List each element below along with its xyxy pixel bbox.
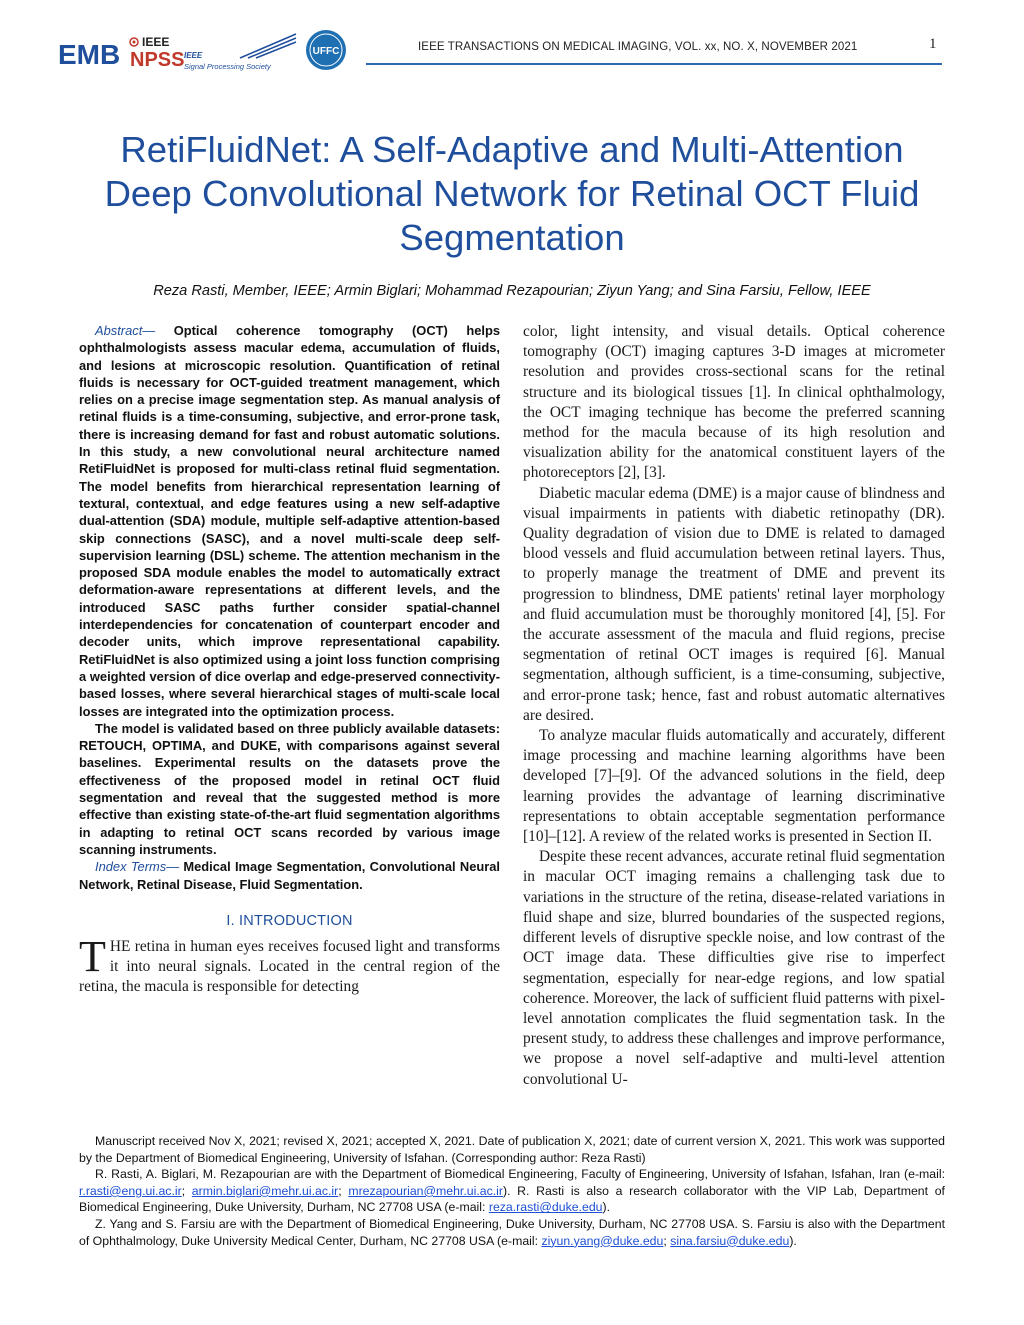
paper-title: RetiFluidNet: A Self-Adaptive and Multi-Attention Deep Convolutional Network for Retinal OCT Fluid Segmentation bbox=[104, 129, 920, 258]
intro-paragraph-2: Diabetic macular edema (DME) is a major cause of blindness and visual impairments in patients with diabetic retinopathy (DR). Quality degradation of vision due to DME is related to damaged blood vessels and fluid accumulation between retinal layers. Thus, to properly manage the treatment of DME and prevent its progression to blindness, DME patients' retinal layer morphology and fluid accumulation must be thoroughly monitored [4], [5]. For the accurate assessment of the macula and fluid regions, precise segmentation of retinal OCT images is required [6]. Manual segmentation, although sufficient, is a time-consuming, subjective, and error-prone task; hence, fast and robust automatic alternatives are desired. bbox=[523, 484, 945, 724]
footnote-text: ). bbox=[789, 1233, 797, 1248]
footnote-separator: ; bbox=[663, 1233, 671, 1248]
index-terms bbox=[79, 858, 500, 893]
ieee-sps-logo bbox=[184, 34, 296, 71]
footnote-text: R. Rasti, A. Biglari, M. Rezapourian are with the Department of Biomedical Engineering, Faculty of Engineering, University of Isfahan, Isfahan, Iran (e-mail: bbox=[95, 1167, 945, 1182]
intro-paragraph-1-start: HE retina in human eyes receives focused light and transforms it into neural signals. Located in the central region of the retina, the macula is responsible for detecting bbox=[79, 937, 500, 996]
footnote-affiliation-duke bbox=[79, 1216, 945, 1249]
header-rule bbox=[366, 63, 942, 65]
ieee-sps-small: IEEE bbox=[184, 51, 203, 60]
email-link-farsiu[interactable]: sina.farsiu@duke.edu bbox=[670, 1233, 790, 1248]
index-terms-dash: — bbox=[166, 859, 184, 875]
emb-logo bbox=[58, 39, 120, 70]
footnote-text: ). R. Rasti is also a research collaborator with the VIP Lab, Department of Biomedical Engineering, Duke University, Durham, NC 27708 USA (e-mail: bbox=[79, 1183, 945, 1215]
society-logos bbox=[58, 28, 348, 74]
footnote-separator: ; bbox=[181, 1183, 192, 1198]
abstract-dash: — bbox=[142, 323, 174, 338]
intro-paragraph-1-continued: color, light intensity, and visual details. Optical coherence tomography (OCT) imaging captures 3-D images at micrometer resolution and provides cross-sectional scans for the retinal structure and its biological tissues [1]. In clinical ophthalmology, the OCT imaging technique has become the preferred scanning method for the macula because of its high resolution and visualization ability for the anatomical constituent layers of the photoreceptors [2], [3]. bbox=[523, 323, 945, 482]
footnote-separator: ; bbox=[338, 1183, 349, 1198]
index-terms-label: Index Terms bbox=[95, 859, 167, 875]
abstract-text-1: Optical coherence tomography (OCT) helps ophthalmologists assess macular edema, accumulation of fluids, and lesions at microscopic resolution. Quantification of retinal fluids is necessary for OCT-guided treatment management, which relies on a precise image segmentation step. As manual analysis of retinal fluids is a time-consuming, subjective, and error-prone task, there is increasing demand for fast and robust automatic solutions. In this study, a new convolutional neural architecture named RetiFluidNet is proposed for multi-class retinal fluid segmentation. The model benefits from hierarchical representation learning of textural, contextual, and edge features using a new self-adaptive dual-attention (SDA) module, multiple self-adaptive attention-based skip connections (SASC), and a novel multi-scale deep self-supervision learning (DSL) scheme. The attention mechanism in the proposed SDA module enables the model to automatically extract deformation-aware representations at different levels, and the introduced SASC paths further consider spatial-channel interdependencies for concatenation of counterpart encoder and decoder units, which improve representational capability. RetiFluidNet is also optimized using a joint loss function comprising a weighted version of dice overlap and edge-preserved connectivity-based losses, where several hierarchical stages of multi-scale local losses are integrated into the optimization process. bbox=[79, 323, 500, 719]
emb-logo-text: EMB bbox=[58, 39, 121, 70]
intro-paragraph-4: Despite these recent advances, accurate retinal fluid segmentation in macular OCT imaging remains a challenging task due to variations in the structure of the retina, disease-related variations in fluid shape and size, blurred boundaries of the suspected regions, different levels of disruptive speckle noise, and low contrast of the OCT image data. These difficulties give rise to imperfect segmentation, especially for near-edge regions, and low spatial coherence. Moreover, the lack of sufficient fluid patterns with pixel-level annotation complicates the fluid segmentation task. In the present study, to address these challenges and improve performance, we propose a novel self-adaptive and multi-level attention convolutional U- bbox=[523, 848, 945, 1088]
footnote-affiliation-isfahan bbox=[79, 1166, 945, 1216]
ieee-text: IEEE bbox=[142, 35, 170, 49]
author-list: Reza Rasti, Member, IEEE; Armin Biglari; Mohammad Rezapourian; Ziyun Yang; and Sina Farsiu, Fellow, IEEE bbox=[153, 283, 871, 299]
footnotes bbox=[79, 1133, 945, 1249]
section-heading-introduction: I. INTRODUCTION bbox=[226, 912, 353, 929]
uffc-logo bbox=[306, 30, 346, 70]
sps-text: Signal Processing Society bbox=[184, 62, 271, 71]
abstract-paragraph-2: The model is validated based on three publicly available datasets: RETOUCH, OPTIMA, and DUKE, with comparisons against several baselines. Experimental results on the datasets prove the effectiveness of the proposed model in retinal OCT fluid segmentation and reveal that the suggested method is more effective than existing state-of-the-art fluid segmentation algorithms in adapting to retinal OCT scans recorded by various image scanning instruments. bbox=[79, 720, 500, 857]
ieee-npss-logo bbox=[130, 35, 184, 71]
email-link-rasti-duke[interactable]: reza.rasti@duke.edu bbox=[488, 1200, 603, 1215]
intro-paragraph-3: To analyze macular fluids automatically and accurately, different image processing and machine learning algorithms have been developed [7]–[9]. Of the advanced solutions in the field, deep learning provides the advantage of learning discriminative representations to obtain acceptable segmentation performance [10]–[12]. A review of the related works is presented in Section II. bbox=[523, 727, 945, 846]
abstract-label: Abstract bbox=[95, 323, 143, 338]
footnote-text: ). bbox=[602, 1200, 611, 1215]
uffc-text: UFFC bbox=[312, 46, 340, 57]
npss-text: NPSS bbox=[130, 49, 185, 71]
email-link-biglari[interactable]: armin.biglari@mehr.ui.ac.ir bbox=[191, 1183, 339, 1198]
right-column bbox=[523, 322, 945, 1090]
index-terms-text: Medical Image Segmentation, Convolutional Neural Network, Retinal Disease, Fluid Segmentation. bbox=[79, 859, 501, 892]
footnote-manuscript: Manuscript received Nov X, 2021; revised X, 2021; accepted X, 2021. Date of publication X, 2021; date of current version X, 2021. This work was supported by the Department of Biomedical Engineering, University of Isfahan. (Corresponding author: Reza Rasti) bbox=[79, 1134, 945, 1165]
left-column bbox=[79, 322, 500, 997]
page-number: 1 bbox=[929, 36, 937, 52]
abstract-paragraph-1 bbox=[79, 322, 500, 720]
footnote-text: Z. Yang and S. Farsiu are with the Department of Biomedical Engineering, Duke University, Durham, NC 27708 USA. S. Farsiu is also with the Department of Ophthalmology, Duke University Medical Center, Durham, NC 27708 USA (e-mail: bbox=[79, 1216, 945, 1248]
intro-paragraph-1 bbox=[79, 931, 500, 998]
drop-cap: T bbox=[79, 931, 106, 981]
journal-running-header: IEEE TRANSACTIONS ON MEDICAL IMAGING, VOL. xx, NO. X, NOVEMBER 2021 bbox=[418, 41, 858, 53]
email-link-rasti-ui[interactable]: r.rasti@eng.ui.ac.ir bbox=[79, 1183, 182, 1198]
email-link-rezapourian[interactable]: mrezapourian@mehr.ui.ac.ir bbox=[348, 1183, 503, 1198]
email-link-yang[interactable]: ziyun.yang@duke.edu bbox=[541, 1233, 664, 1248]
